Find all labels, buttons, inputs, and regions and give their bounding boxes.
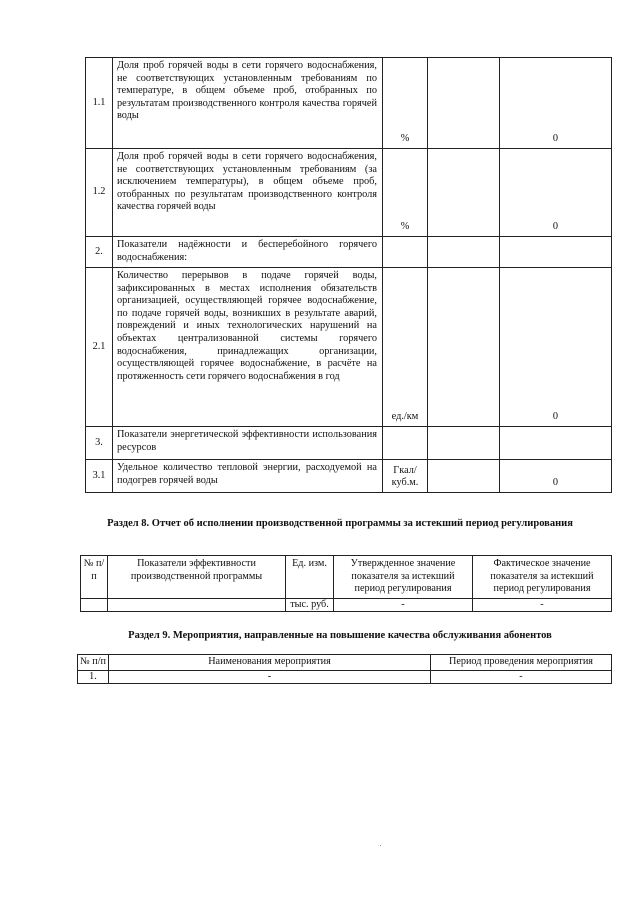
row-number: 2.1 [86, 268, 113, 427]
indicator-unit: % [383, 58, 428, 149]
table-row [86, 149, 612, 237]
indicator-description: Доля проб горячей воды в сети горячего водоснабжения, не соответствующих установленным требованиям (за исключением температуры), в общем объеме проб, отобранных по результатам производственного контроля качества горячей воды [113, 149, 383, 237]
indicator-description: Количество перерывов в подаче горячей воды, зафиксированных в местах исполнения обязательств организацией, осуществляющей горячее водоснабжение, по подаче горячей воды, возникших в результате аварий, повреждений и иных технологических нарушений на объектах централизованной системы горячего водоснабжения, принадлежащих организации, осуществляющей горячее водоснабжение, в расчёте на протяженность сети горячего водоснабжения в год [113, 268, 383, 427]
measure-name: - [109, 670, 431, 683]
empty-cell [428, 460, 500, 493]
table-header-row [81, 556, 612, 599]
indicator-unit: % [383, 149, 428, 237]
row-number [81, 598, 108, 611]
indicator-value: 0 [500, 268, 612, 427]
indicator-name [108, 598, 286, 611]
indicator-value: 0 [500, 149, 612, 237]
column-header: Наименования мероприятия [109, 655, 431, 671]
indicator-unit: ед./км [383, 268, 428, 427]
row-number: 2. [86, 237, 113, 268]
program-report-table [80, 555, 612, 612]
scan-speck [380, 845, 381, 846]
column-header: № п/п [78, 655, 109, 671]
row-number: 3.1 [86, 460, 113, 493]
actual-value: - [473, 598, 612, 611]
empty-cell [428, 427, 500, 460]
table-header-row [78, 655, 612, 671]
row-number: 1.1 [86, 58, 113, 149]
empty-cell [428, 268, 500, 427]
approved-value: - [334, 598, 473, 611]
column-header: Фактическое значение показателя за истекший период регулирования [473, 556, 612, 599]
row-number: 1.2 [86, 149, 113, 237]
column-header: Период проведения мероприятия [431, 655, 612, 671]
section-8-title: Раздел 8. Отчет об исполнении производственной программы за истекший период регулирования [107, 518, 573, 529]
empty-cell [428, 58, 500, 149]
indicator-value [500, 427, 612, 460]
table-row [86, 427, 612, 460]
indicator-value [500, 237, 612, 268]
table-row [81, 598, 612, 611]
indicator-unit [383, 427, 428, 460]
column-header: Ед. изм. [286, 556, 334, 599]
table-row [86, 268, 612, 427]
empty-cell [428, 149, 500, 237]
row-number: 1. [78, 670, 109, 683]
column-header: Утвержденное значение показателя за истекший период регулирования [334, 556, 473, 599]
measures-table [77, 654, 612, 684]
indicator-description: Показатели надёжности и бесперебойного горячего водоснабжения: [113, 237, 383, 268]
column-header: № п/п [81, 556, 108, 599]
measure-period: - [431, 670, 612, 683]
row-number: 3. [86, 427, 113, 460]
column-header: Показатели эффективности производственной программы [108, 556, 286, 599]
indicator-description: Доля проб горячей воды в сети горячего водоснабжения, не соответствующих установленным требованиям по температуре, в общем объеме проб, отобранных по результатам производственного контроля качества горячей воды [113, 58, 383, 149]
table-row [86, 58, 612, 149]
unit-cell: тыс. руб. [286, 598, 334, 611]
indicators-table [85, 57, 612, 493]
indicator-value: 0 [500, 58, 612, 149]
table-row [86, 237, 612, 268]
table-row [78, 670, 612, 683]
table-row [86, 460, 612, 493]
indicator-unit: Гкал/ куб.м. [383, 460, 428, 493]
section-9-title: Раздел 9. Мероприятия, направленные на повышение качества обслуживания абонентов [128, 630, 552, 641]
indicator-value: 0 [500, 460, 612, 493]
indicator-description: Показатели энергетической эффективности использования ресурсов [113, 427, 383, 460]
indicator-description: Удельное количество тепловой энергии, расходуемой на подогрев горячей воды [113, 460, 383, 493]
empty-cell [428, 237, 500, 268]
indicator-unit [383, 237, 428, 268]
